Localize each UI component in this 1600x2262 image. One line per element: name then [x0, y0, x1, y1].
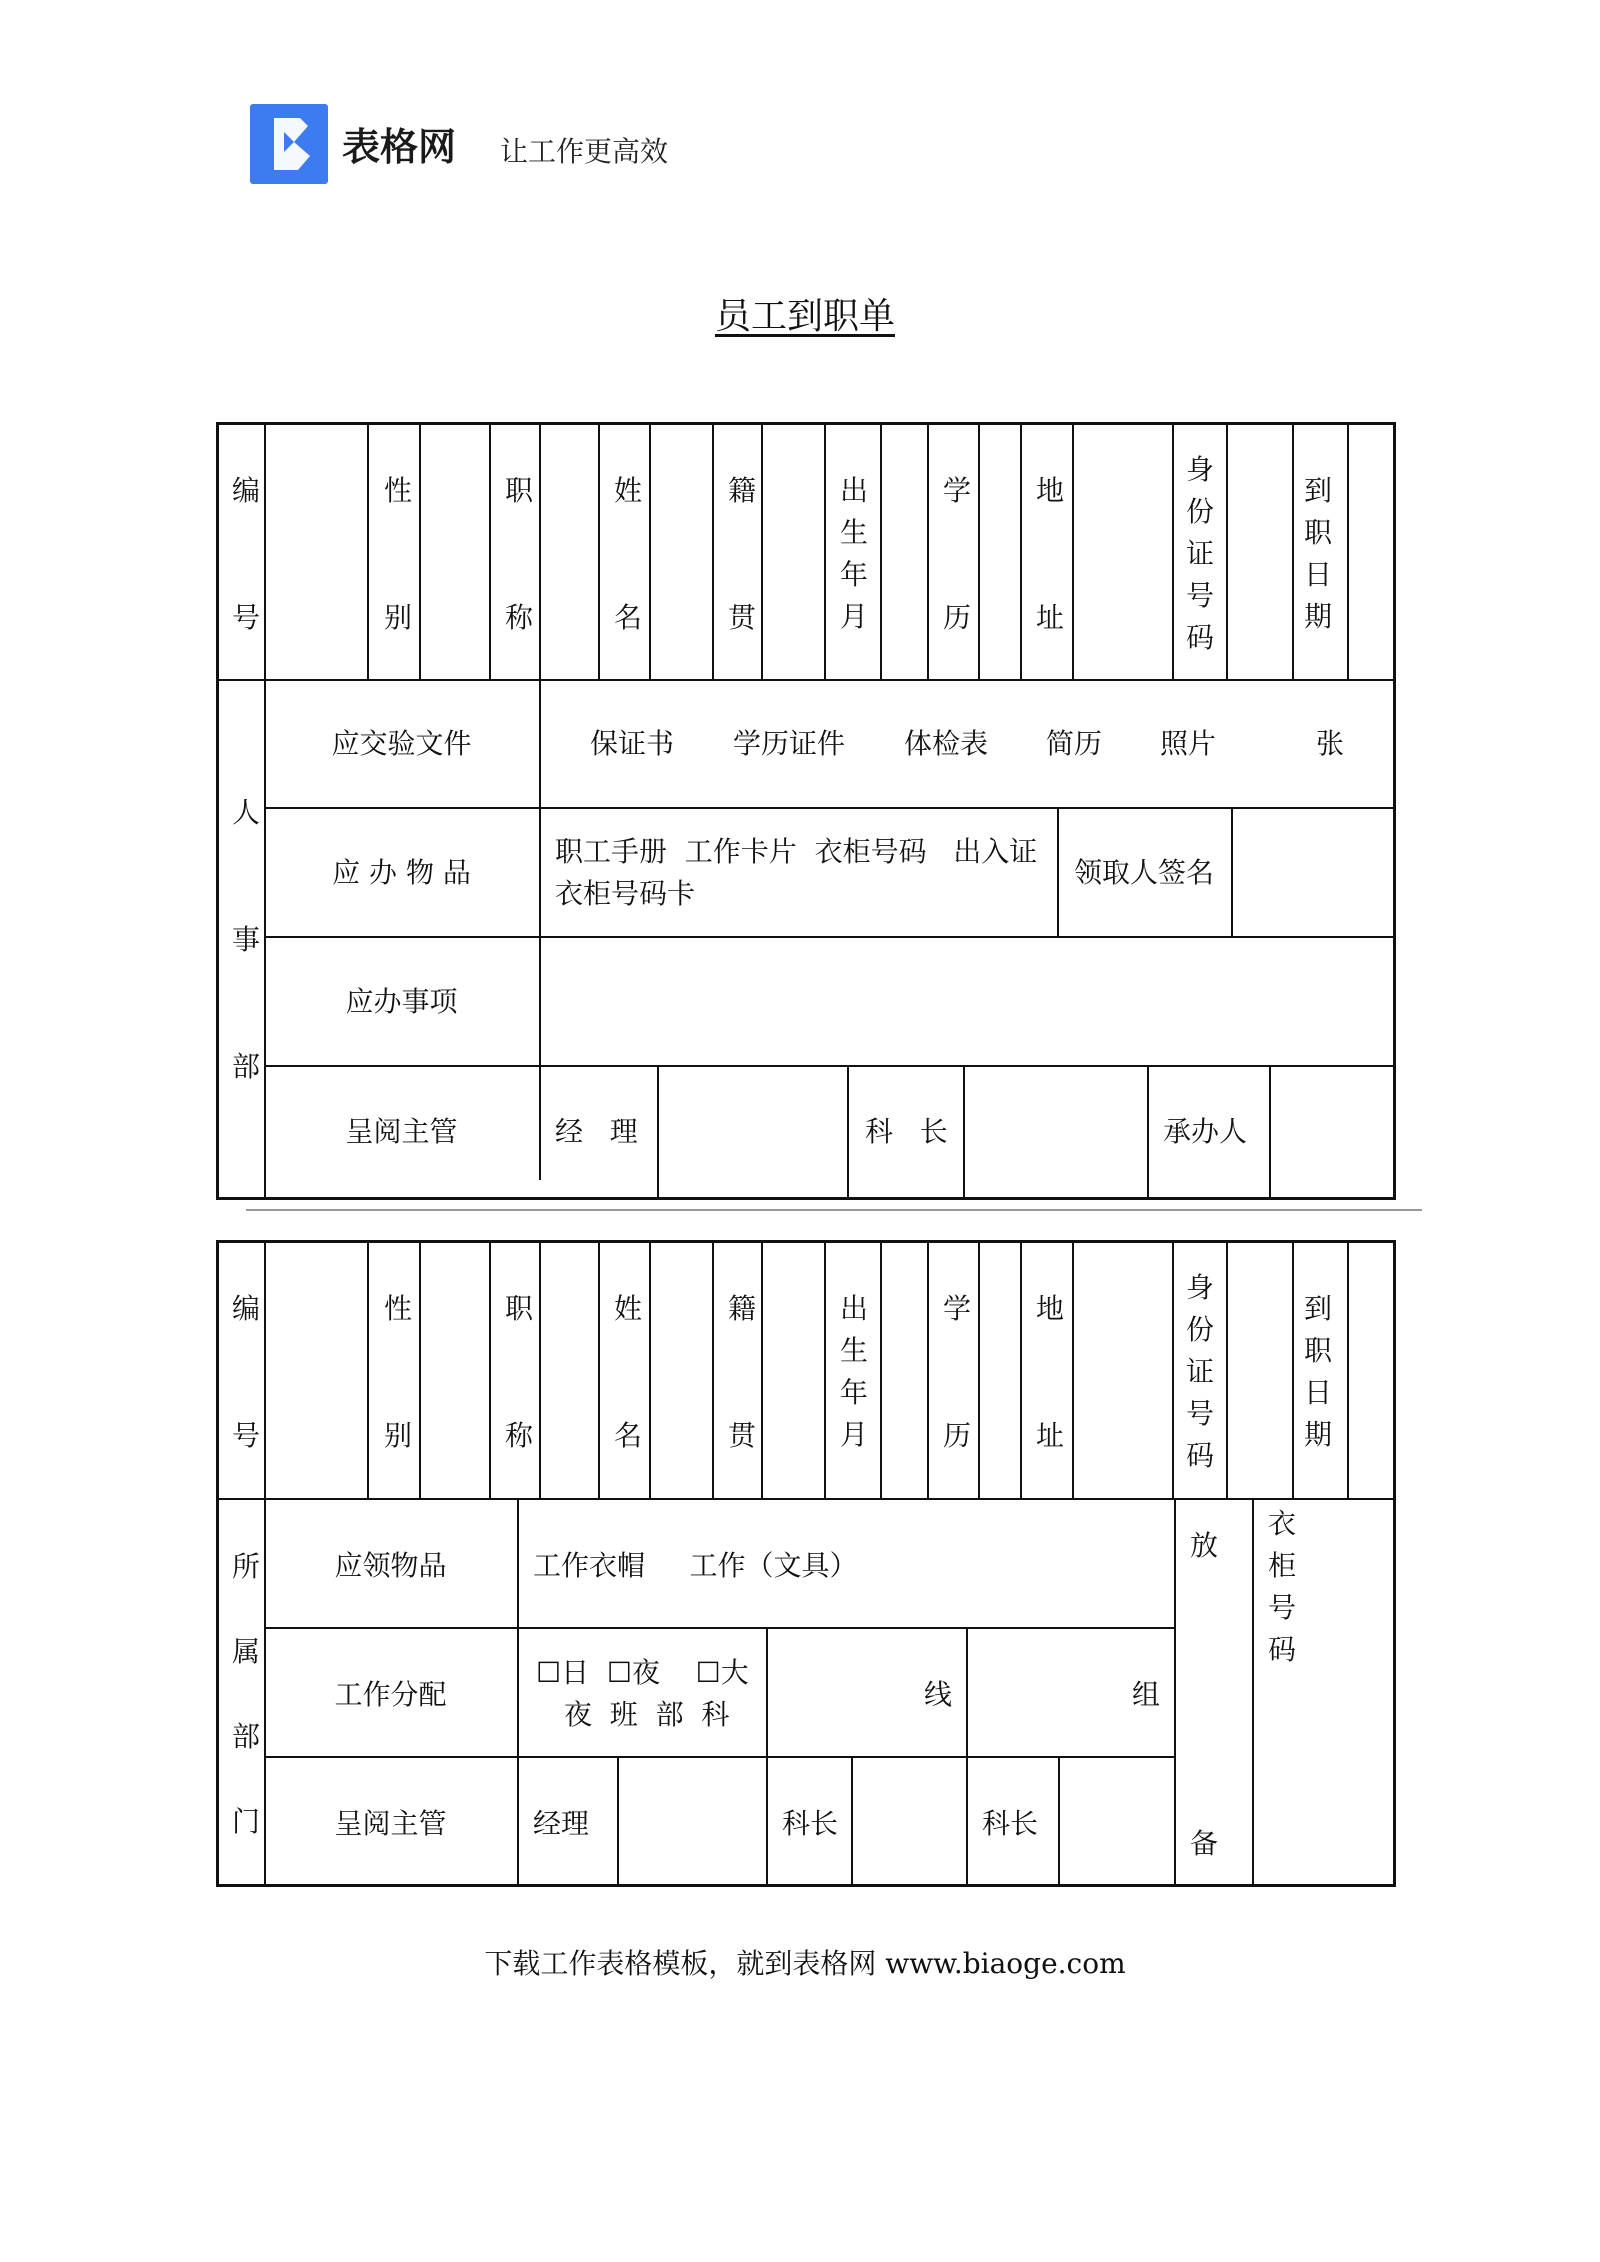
page-title: 员工到职单 [714, 296, 895, 337]
t2-header-zhicheng-top: 职 [505, 1292, 534, 1325]
hr-dept-char-2: 事 [232, 923, 261, 956]
header-dizhi-bottom: 址 [1036, 601, 1065, 634]
dept-char-4: 门 [232, 1805, 261, 1838]
t2-header-xingming-top: 姓 [614, 1292, 643, 1325]
receive-items: 工作衣帽 工作（文具） [533, 1549, 858, 1582]
recipient-signature-label: 领取人签名 [1073, 856, 1214, 889]
hr-form-table [216, 422, 1396, 1200]
remark-char-bottom: 备 [1190, 1827, 1219, 1860]
hr-dept-char-1: 人 [232, 796, 261, 829]
shift-dept-labels: 夜 班 部 科 [564, 1698, 730, 1731]
group-label: 组 [1132, 1678, 1161, 1711]
t2-header-jiguan-bottom: 贯 [728, 1419, 757, 1452]
header-jiguan-top: 籍 [728, 474, 757, 507]
dept-manager-label: 经理 [533, 1807, 590, 1840]
doc-guarantee: 保证书 [590, 727, 675, 760]
brand-name: 表格网 [342, 125, 457, 169]
header-birth-date: 出生年月 [839, 474, 868, 633]
row-label-verify-docs: 应交验文件 [331, 727, 472, 760]
issue-items-line1: 职工手册 工作卡片 衣柜号码 出入证 [555, 835, 1038, 868]
divider [246, 1209, 1422, 1211]
t2-header-xingbie-top: 性 [384, 1292, 413, 1325]
row-label-items-to-issue: 应 办 物 品 [332, 856, 471, 889]
row-label-items-to-receive: 应领物品 [334, 1549, 447, 1582]
biaoge-logo-icon [250, 104, 328, 184]
header-xueli-top: 学 [943, 474, 972, 507]
footer-text: 下载工作表格模板，就到表格网 www.biaoge.com [484, 1947, 1126, 1980]
t2-header-jiguan-top: 籍 [728, 1292, 757, 1325]
doc-education-cert: 学历证件 [733, 727, 846, 760]
issue-items-line2: 衣柜号码卡 [555, 877, 696, 910]
remark-char-top: 放 [1190, 1529, 1219, 1562]
dept-char-3: 部 [232, 1720, 261, 1753]
t2-header-id-number: 身份证号码 [1185, 1271, 1214, 1472]
header-xingbie-bottom: 别 [384, 601, 413, 634]
doc-resume: 简历 [1046, 727, 1103, 760]
header-xingming-top: 姓 [614, 474, 643, 507]
header-dizhi-top: 地 [1036, 474, 1065, 507]
t2-header-xingbie-bottom: 别 [384, 1419, 413, 1452]
t2-header-birth-date: 出生年月 [839, 1292, 868, 1451]
t2-header-start-date: 到职日期 [1303, 1292, 1332, 1451]
t2-header-bianhao-bottom: 号 [232, 1419, 261, 1452]
dept-chief-label-2: 科长 [982, 1807, 1039, 1840]
row-label-supervisor-review-2: 呈阅主管 [334, 1807, 447, 1840]
manager-label: 经 理 [555, 1115, 638, 1148]
dept-chief-label-1: 科长 [782, 1807, 839, 1840]
t2-header-dizhi-top: 地 [1036, 1292, 1065, 1325]
t2-header-xueli-top: 学 [943, 1292, 972, 1325]
header-zhicheng-top: 职 [505, 474, 534, 507]
header-bianhao-bottom: 号 [232, 601, 261, 634]
doc-photo-unit: 张 [1316, 727, 1345, 760]
dept-char-1: 所 [232, 1550, 261, 1583]
doc-photo: 照片 [1160, 727, 1217, 760]
dept-char-2: 属 [232, 1635, 261, 1668]
t2-header-zhicheng-bottom: 称 [505, 1419, 534, 1452]
row-label-supervisor-review: 呈阅主管 [345, 1115, 458, 1148]
line-label: 线 [924, 1678, 953, 1711]
header-zhicheng-bottom: 称 [505, 601, 534, 634]
section-chief-label: 科 长 [865, 1115, 948, 1148]
row-label-work-assignment: 工作分配 [334, 1678, 447, 1711]
header-id-number: 身份证号码 [1185, 453, 1214, 654]
header-xingbie-top: 性 [384, 474, 413, 507]
shift-options: ☐日 ☐夜 ☐大 [536, 1656, 749, 1689]
t2-header-xueli-bottom: 历 [943, 1419, 972, 1452]
row-label-matters: 应办事项 [345, 985, 458, 1018]
handler-label: 承办人 [1163, 1115, 1248, 1148]
t2-header-bianhao-top: 编 [232, 1292, 261, 1325]
t2-header-xingming-bottom: 名 [614, 1419, 643, 1452]
header-start-date: 到职日期 [1303, 474, 1332, 633]
slogan: 让工作更高效 [500, 135, 669, 168]
header-bianhao-top: 编 [232, 474, 261, 507]
locker-number-label: 衣柜号码 [1267, 1507, 1296, 1666]
doc-medical-form: 体检表 [904, 727, 989, 760]
header-xueli-bottom: 历 [943, 601, 972, 634]
hr-dept-char-3: 部 [232, 1050, 261, 1083]
header-xingming-bottom: 名 [614, 601, 643, 634]
t2-header-dizhi-bottom: 址 [1036, 1419, 1065, 1452]
header-jiguan-bottom: 贯 [728, 601, 757, 634]
